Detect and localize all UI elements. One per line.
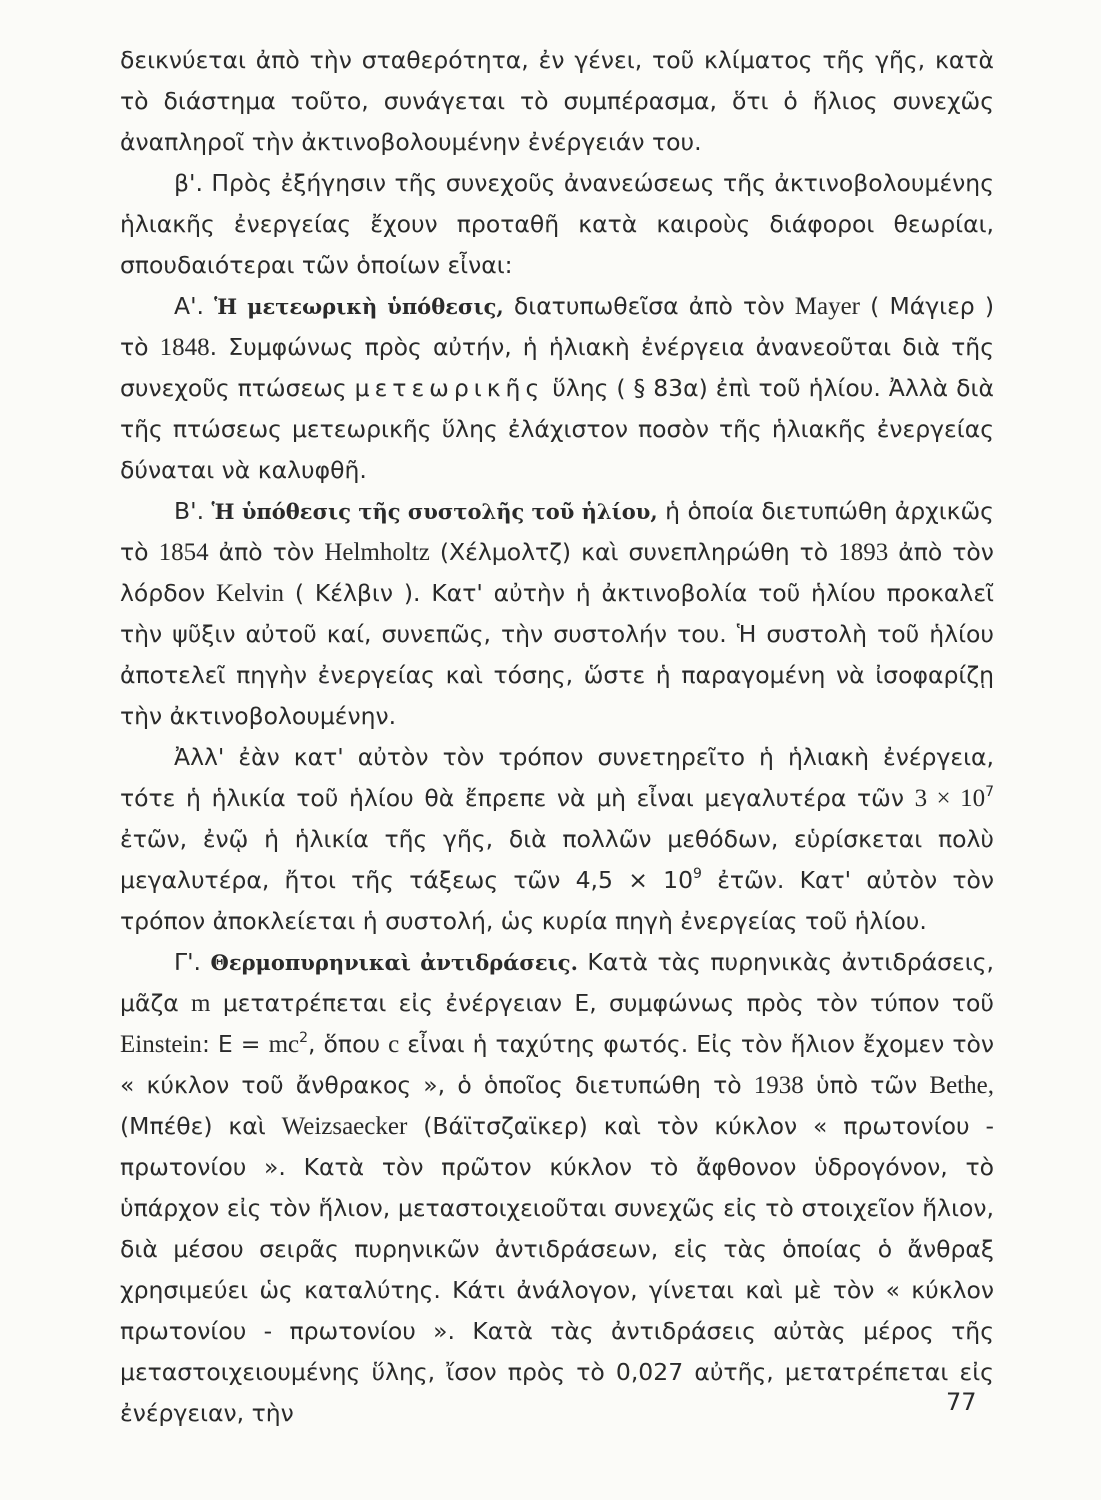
heading-contraction-hypothesis: Ἡ ὑπόθεσις τῆς συστολῆς τοῦ ἡλίου, [211, 499, 658, 524]
paragraph-beta: β'. Πρὸς ἐξήγησιν τῆς συνεχοῦς ἀνανεώσεως τῆς ἀκτινοβολουμένης ἡλιακῆς ἐνεργείας ἔχουν προταθῆ κατὰ καιροὺς διάφοροι θεωρίαι, σπουδαιότεραι τῶν ὁποίων εἶναι: [120, 169, 994, 279]
heading-meteoric-hypothesis: Ἡ μετεωρικὴ ὑπόθεσις, [214, 294, 504, 319]
paragraph-continuation: δεικνύεται ἀπὸ τὴν σταθερότητα, ἐν γένει, τοῦ κλίματος τῆς γῆς, κατὰ τὸ διάστημα τοῦτο, συνάγεται τὸ συμπέρασμα, ὅτι ὁ ἥλιος συνεχῶς ἀναπληροῖ τὴν ἀκτινοβολουμένην ἐνέργειάν του. [120, 46, 994, 156]
paragraph-age-argument: Ἀλλ' ἐὰν κατ' αὐτὸν τὸν τρόπον συνετηρεῖτο ἡ ἡλιακὴ ἐνέργεια, τότε ἡ ἡλικία τοῦ ἡλίου θὰ ἔπρεπε νὰ μὴ εἶναι μεγαλυτέρα τῶν $3 \times 10^7$ ἐτῶν, ἐνῷ ἡ ἡλικία τῆς γῆς, διὰ πολλῶν μεθόδων, εὑρίσκεται πολὺ μεγαλυτέρα, ἤτοι τῆς τάξεως τῶν $4,5 \times 10^9$ ἐτῶν. Κατ' αὐτὸν τὸν τρόπον ἀποκλείεται ἡ συστολή, ὡς κυρία πηγὴ ἐνεργείας τοῦ ἡλίου. [120, 743, 994, 935]
body-text [120, 40, 994, 1434]
page-number: 77 [946, 1388, 977, 1416]
paragraph-contraction-hypothesis: Β'. Ἡ ὑπόθεσις τῆς συστολῆς τοῦ ἡλίου, ἡ ὁποία διετυπώθη ἀρχικῶς τὸ 1854 ἀπὸ τὸν Helmholtz (Χέλμολτζ) καὶ συνεπληρώθη τὸ 1893 ἀπὸ τὸν λόρδον Kelvin ( Κέλβιν ). Κατ' αὐτὴν ἡ ἀκτινοβολία τοῦ ἡλίου προκαλεῖ τὴν ψῦξιν αὐτοῦ καί, συνεπῶς, τὴν συστολήν του. Ἡ συστολὴ τοῦ ἡλίου ἀποτελεῖ πηγὴν ἐνεργείας καὶ τόσης, ὥστε ἡ παραγομένη νὰ ἰσοφαρίζῃ τὴν ἀκτινοβολουμένην. [120, 497, 994, 730]
heading-thermonuclear: Θερμοπυρηνικαὶ ἀντιδράσεις. [210, 950, 578, 975]
spaced-word: μετεωρικῆς [354, 374, 545, 402]
paragraph-meteoric-hypothesis: Α'. Ἡ μετεωρικὴ ὑπόθεσις, διατυπωθεῖσα ἀπὸ τὸν Mayer ( Μάγιερ ) τὸ 1848. Συμφώνως πρὸς αὐτήν, ἡ ἡλιακὴ ἐνέργεια ἀνανεοῦται διὰ τῆς συνεχοῦς πτώσεως μετεωρικῆς ὕλης ( § 83α) ἐπὶ τοῦ ἡλίου. Ἀλλὰ διὰ τῆς πτώσεως μετεωρικῆς ὕλης ἐλάχιστον ποσὸν τῆς ἡλιακῆς ἐνεργείας δύναται νὰ καλυφθῆ. [120, 292, 994, 484]
paragraph-thermonuclear: Γ'. Θερμοπυρηνικαὶ ἀντιδράσεις. Κατὰ τὰς πυρηνικὰς ἀντιδράσεις, μᾶζα m μετατρέπεται εἰς ἐνέργειαν Ε, συμφώνως πρὸς τὸν τύπον τοῦ Einstein: $E = mc^2$, ὅπου c εἶναι ἡ ταχύτης φωτός. Εἰς τὸν ἥλιον ἔχομεν τὸν « κύκλον τοῦ ἄνθρακος », ὁ ὁποῖος διετυπώθη τὸ 1938 ὑπὸ τῶν Bethe, (Μπέθε) καὶ Weizsaecker (Βάϊτσζαϊκερ) καὶ τὸν κύκλον « πρωτονίου - πρωτονίου ». Κατὰ τὸν πρῶτον κύκλον τὸ ἄφθονον ὑδρογόνον, τὸ ὑπάρχον εἰς τὸν ἥλιον, μεταστοιχειοῦται συνεχῶς εἰς τὸ στοιχεῖον ἥλιον, διὰ μέσου σειρᾶς πυρηνικῶν ἀντιδράσεων, εἰς τὰς ὁποίας ὁ ἄνθραξ χρησιμεύει ὡς καταλύτης. Κάτι ἀνάλογον, γίνεται καὶ μὲ τὸν « κύκλον πρωτονίου - πρωτονίου ». Κατὰ τὰς ἀντιδράσεις αὐτὰς μέρος τῆς μεταστοιχειουμένης ὕλης, ἴσον πρὸς τὸ 0,027 αὐτῆς, μετατρέπεται εἰς ἐνέργειαν, τὴν [120, 948, 994, 1427]
